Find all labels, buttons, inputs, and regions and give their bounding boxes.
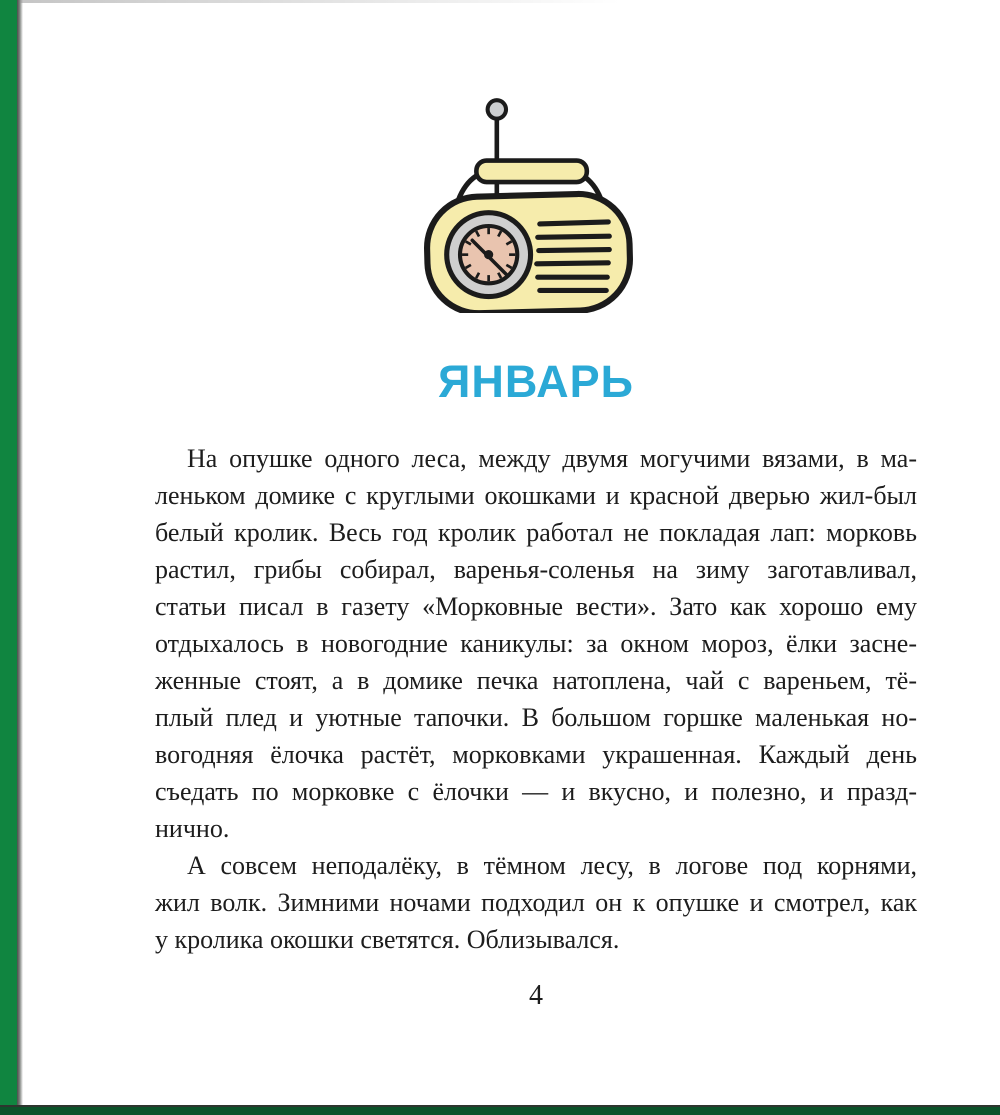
page-edge-shadow: [17, 0, 23, 1109]
page-number: 4: [529, 980, 543, 1011]
story-line: плый плед и уютные тапочки. В большом горшке маленькая но-: [155, 703, 917, 732]
story-line: жил волк. Зимними ночами подходил он к опушке и смотрел, как: [155, 888, 917, 917]
story-line: статьи писал в газету «Морковные вести». Зато как хорошо ему: [155, 592, 917, 621]
top-edge-shadow: [20, 0, 620, 3]
radio-illustration: [415, 93, 640, 313]
story-paragraph: [155, 440, 917, 847]
story-line: отдыхалось в новогодние каникулы: за окном мороз, ёлки засне-: [155, 629, 917, 658]
story-line: женные стоят, а в домике печка натоплена, чай с вареньем, тё-: [155, 666, 917, 695]
story-line: нично.: [155, 814, 230, 843]
story-text: [155, 440, 917, 958]
book-cover-bottom-edge: [0, 1105, 1000, 1115]
chapter-title: ЯНВАРЬ: [438, 356, 634, 407]
story-line: белый кролик. Весь год кролик работал не покладая лап: морковь: [155, 518, 917, 547]
story-line: На опушке одного леса, между двумя могучими вязами, в ма-: [187, 444, 917, 473]
story-line: растил, грибы собирал, варенья-соленья на зиму заготавливал,: [155, 555, 917, 584]
story-line: вогодняя ёлочка растёт, морковками украшенная. Каждый день: [155, 740, 917, 769]
book-binding-strip: [0, 0, 17, 1115]
story-line: у кролика окошки светятся. Облизывался.: [155, 925, 620, 954]
story-line: А совсем неподалёку, в тёмном лесу, в логове под корнями,: [187, 851, 917, 880]
story-line: леньком домике с круглыми окошками и красной дверью жил-был: [155, 481, 917, 510]
story-line: съедать по морковке с ёлочки — и вкусно, и полезно, и празд-: [155, 777, 917, 806]
story-paragraph: [155, 847, 917, 958]
radio-dial-icon: [447, 213, 531, 297]
